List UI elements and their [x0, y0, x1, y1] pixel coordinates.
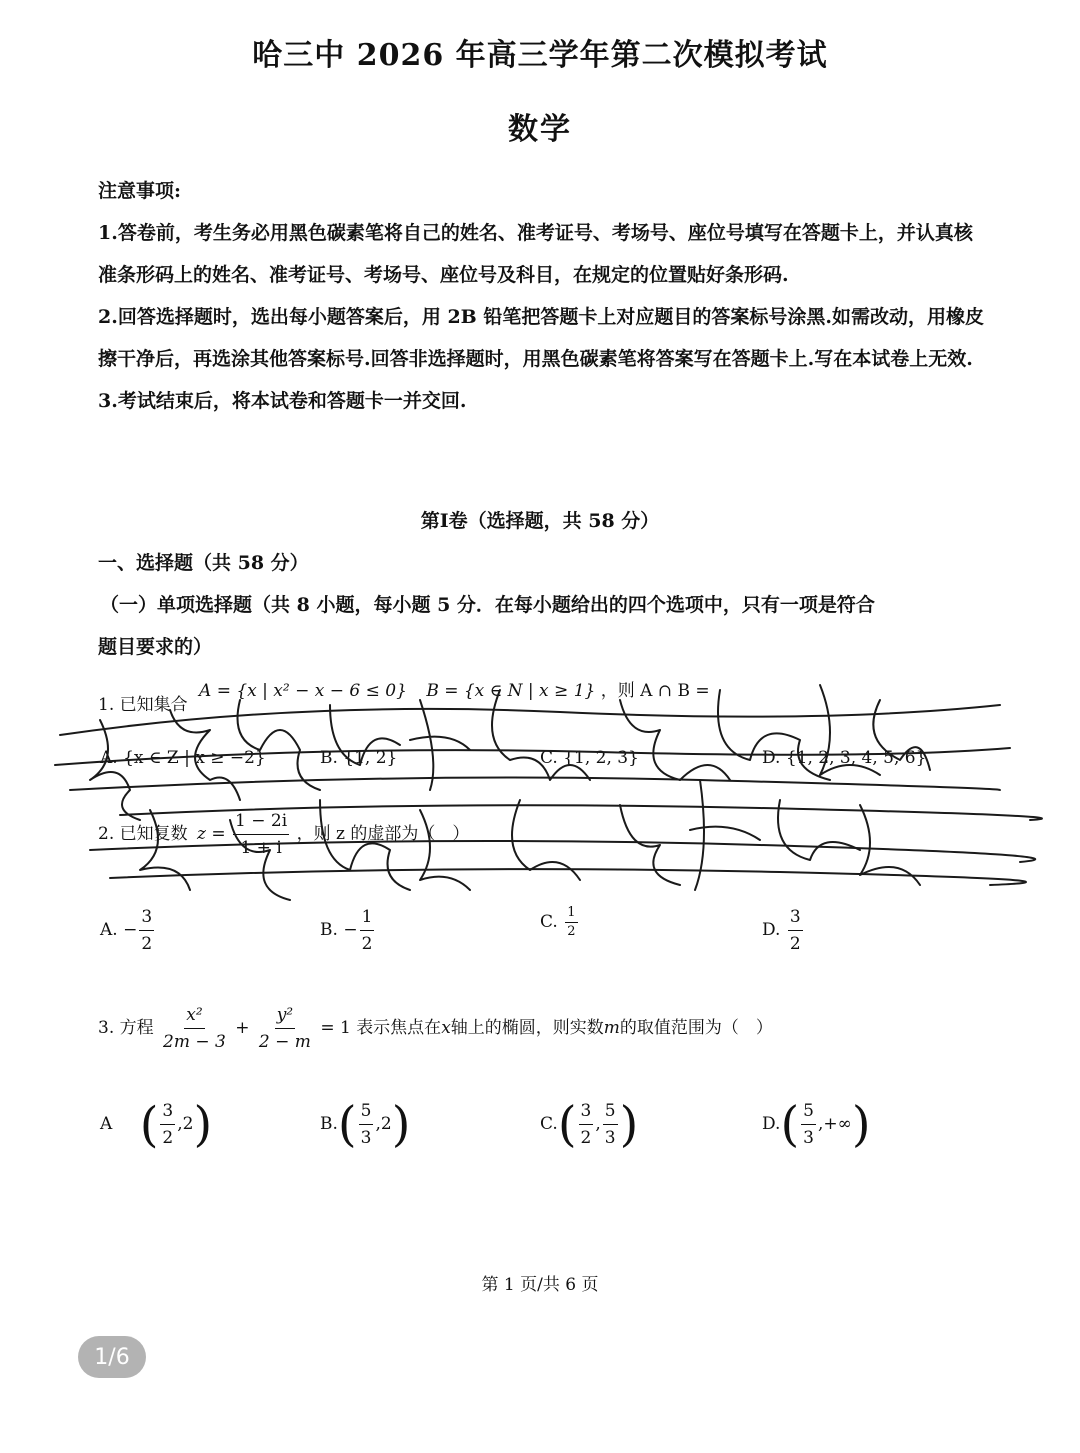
q2-option-d — [762, 904, 805, 957]
option-label: C. — [540, 1114, 558, 1134]
option-label: D. — [762, 920, 781, 940]
frac-num: 5 — [603, 1098, 618, 1125]
frac-den: 2 — [162, 1128, 174, 1148]
option-fraction — [160, 1098, 175, 1151]
notes-block — [98, 170, 988, 422]
frac-num: 5 — [359, 1098, 374, 1125]
subsection-heading: （一）单项选择题（共 8 小题，每小题 5 分．在每小题给出的四个选项中，只有一项是符合 — [100, 594, 875, 616]
subsection-heading-cont: 题目要求的） — [98, 636, 213, 658]
option-fraction — [788, 904, 803, 957]
q2-numerator: 1 − 2i — [233, 808, 289, 835]
q2-suffix: ，则 z 的虚部为（ ） — [296, 824, 470, 844]
frac-den: 2 — [141, 934, 153, 954]
q3-suffix: 的取值范围为（ ） — [619, 1018, 773, 1038]
interval-end: 2 — [380, 1114, 392, 1134]
option-fraction — [359, 1098, 374, 1151]
option-label: B. — [320, 1114, 338, 1134]
q1-option-a: A. {x ∈ Z | x ≥ −2} — [100, 748, 266, 768]
q1-set-b: B = {x ∈ N | x ≥ 1} — [426, 681, 596, 701]
frac-num: 1 — [565, 904, 577, 923]
question-1 — [98, 681, 710, 715]
interval-end: +∞ — [823, 1114, 852, 1134]
option-sign: − — [343, 920, 358, 940]
option-sign: − — [123, 920, 138, 940]
q2-denominator: 1 + i — [240, 838, 282, 858]
note-item: 1.答卷前，考生务必用黑色碳素笔将自己的姓名、准考证号、考场号、座位号填写在答题卡上，并认真核准条形码上的姓名、准考证号、考场号、座位号及科目，在规定的位置贴好条形码. — [98, 222, 973, 286]
frac-den: 2 — [789, 934, 801, 954]
q3-fraction-1 — [161, 1002, 228, 1055]
option-fraction — [801, 1098, 816, 1151]
frac-den: 2 — [361, 934, 373, 954]
option-fraction — [565, 904, 577, 941]
note-item: 2.回答选择题时，选出每小题答案后，用 2B 铅笔把答题卡上对应题目的答案标号涂黑.如需改动，用橡皮擦干净后，再选涂其他答案标号.回答非选择题时，用黑色碳素笔将答案写在答题卡上.写在本试卷上无效. — [98, 306, 984, 370]
q3-option-b: B.( $\frac{5}{3}$ ,2) — [320, 1096, 411, 1153]
q3-option-d: D.( $\frac{5}{3}$ ,+∞) — [762, 1096, 871, 1153]
option-fraction — [603, 1098, 618, 1151]
q3-equals: = 1 — [320, 1018, 351, 1038]
frac-num: y² — [275, 1002, 295, 1029]
frac-den: 3 — [604, 1128, 616, 1148]
q1-option-b: B. {1, 2} — [320, 748, 398, 768]
q3-mid2: 轴上的椭圆，则实数 — [450, 1018, 604, 1038]
q3-prefix: 3. 方程 — [98, 1018, 154, 1038]
option-label: A. — [100, 920, 118, 940]
frac-num: 3 — [139, 904, 154, 931]
option-fraction — [360, 904, 375, 957]
q1-suffix: ，则 A ∩ B = — [600, 681, 710, 701]
frac-num: 3 — [788, 904, 803, 931]
option-fraction — [579, 1098, 594, 1151]
frac-num: 1 — [360, 904, 375, 931]
q2-option-b — [320, 904, 376, 957]
option-label: D. — [762, 1114, 781, 1134]
q2-option-a — [100, 904, 156, 957]
q3-fraction-2 — [257, 1002, 313, 1055]
frac-den: 3 — [360, 1128, 372, 1148]
note-item: 3.考试结束后，将本试卷和答题卡一并交回. — [98, 390, 467, 412]
section-heading: 一、选择题（共 58 分） — [98, 552, 309, 574]
q3-mid: 表示焦点在 — [356, 1018, 442, 1038]
q2-option-c — [540, 904, 580, 941]
q1-prefix: 1. 已知集合 — [98, 695, 188, 715]
q2-fraction — [233, 808, 289, 861]
frac-den: 2 − m — [258, 1032, 311, 1052]
frac-num: 5 — [801, 1098, 816, 1125]
q3-option-c: C.( $\frac{3}{2}$ , $\frac{5}{3}$ ) — [540, 1096, 639, 1153]
q3-option-a: A ( $\frac{3}{2}$ ,2) — [100, 1096, 213, 1153]
question-3 — [98, 1002, 773, 1055]
option-label: B. — [320, 920, 338, 940]
frac-num: x² — [184, 1002, 204, 1029]
subject-title: 数学 — [508, 112, 572, 147]
part-heading: 第I卷（选择题，共 58 分） — [420, 510, 660, 532]
frac-num: 3 — [160, 1098, 175, 1125]
frac-den: 3 — [803, 1128, 814, 1148]
frac-num: 3 — [579, 1098, 594, 1125]
option-fraction — [139, 904, 154, 957]
option-label: C. — [540, 912, 558, 932]
q1-option-d: D. {1, 2, 3, 4, 5, 6} — [762, 748, 927, 768]
frac-den: 2 — [580, 1128, 592, 1148]
q1-set-a: A = {x | x² − x − 6 ≤ 0} — [199, 681, 407, 701]
page-indicator[interactable]: 1/6 — [78, 1336, 146, 1378]
exam-title: 哈三中 2026 年高三学年第二次模拟考试 — [252, 38, 828, 73]
q1-option-c: C. {1, 2, 3} — [540, 748, 639, 768]
q2-z: z = — [197, 824, 226, 844]
q3-var-m: m — [603, 1018, 620, 1038]
q2-prefix: 2. 已知复数 — [98, 824, 188, 844]
notes-heading: 注意事项: — [98, 180, 182, 202]
interval-end: 2 — [182, 1114, 194, 1134]
frac-den: 2 — [567, 924, 576, 939]
frac-den: 2m − 3 — [163, 1032, 226, 1052]
q3-plus: + — [235, 1018, 250, 1038]
q3-var-x: x — [441, 1018, 451, 1038]
option-label: A — [100, 1114, 113, 1134]
page-footer: 第 1 页/共 6 页 — [481, 1275, 599, 1295]
question-2 — [98, 808, 469, 861]
